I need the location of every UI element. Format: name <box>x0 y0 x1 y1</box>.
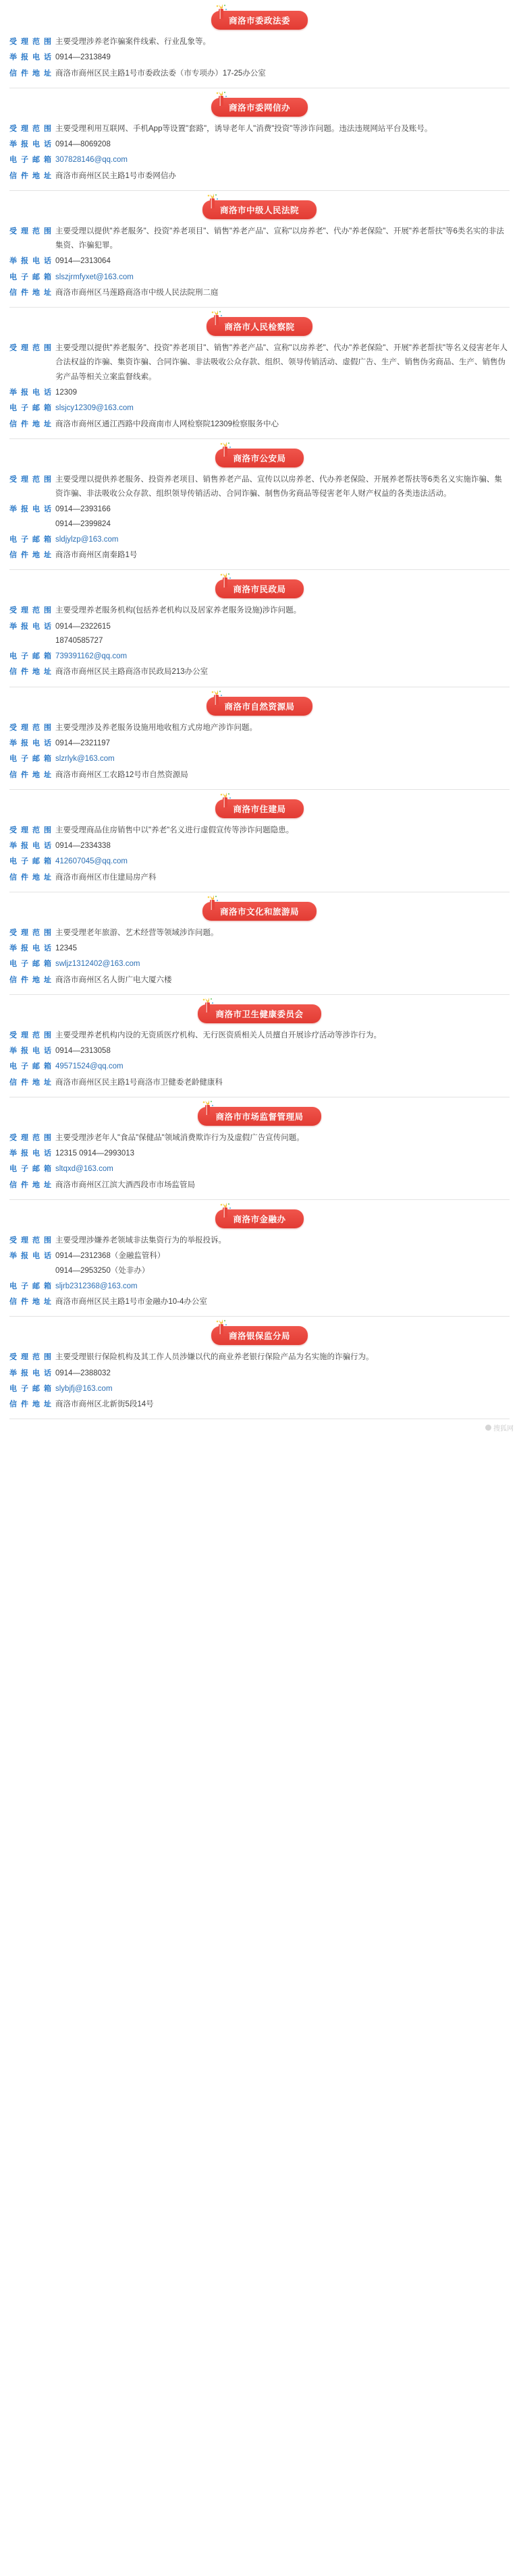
info-row <box>9 1382 510 1396</box>
agency-title-wrap <box>0 895 519 926</box>
info-row-label: 信件地址 <box>9 420 51 428</box>
info-row-value-line: slsjcy12309@163.com <box>55 404 134 413</box>
info-row-value-line: 0914—2388032 <box>55 1369 111 1377</box>
info-row-value <box>51 1280 510 1294</box>
agency-title-text: 商洛市金融办 <box>233 1215 286 1225</box>
info-row <box>9 1147 510 1161</box>
agency-rows <box>0 1234 519 1309</box>
info-row-value-line: swljz1312402@163.com <box>55 960 140 969</box>
info-row-value-line: 主要受理以提供"养老服务"、投资"养老项目"、销售"养老产品"、宣称"以房养老"、代办"养老保险"、开展"养老帮扶"等6类名实的非法集资、诈骗犯罪。 <box>55 227 504 250</box>
info-row <box>9 225 510 254</box>
agency-section <box>0 1203 519 1319</box>
info-row-label: 电子邮箱 <box>9 1165 51 1174</box>
firecracker-icon <box>204 894 221 912</box>
info-row <box>9 1162 510 1176</box>
info-row-label: 举报电话 <box>9 388 51 397</box>
agency-title-wrap <box>0 91 519 122</box>
info-row-label: 电子邮箱 <box>9 1062 51 1071</box>
info-row-value-line: 0914—2312368（金融监管科） <box>55 1252 165 1261</box>
agency-title-wrap <box>0 4 519 35</box>
watermark-logo-icon <box>485 1425 491 1431</box>
info-row <box>9 824 510 838</box>
info-row-value <box>51 1060 510 1074</box>
info-row-value <box>51 138 510 152</box>
agency-rows <box>0 473 519 563</box>
info-row-value-line: 12345 <box>55 944 77 953</box>
info-row-label: 信件地址 <box>9 171 51 180</box>
info-row-label: 电子邮箱 <box>9 404 51 413</box>
agency-title-text: 商洛市人民检察院 <box>224 322 295 333</box>
info-row <box>9 768 510 782</box>
info-row-label: 举报电话 <box>9 257 51 266</box>
info-row-value <box>51 153 510 167</box>
info-row <box>9 1367 510 1381</box>
agency-title-wrap <box>0 310 519 341</box>
agency-title-wrap <box>0 793 519 824</box>
info-row <box>9 386 510 400</box>
info-row <box>9 254 510 268</box>
info-row-value-line: 主要受理商品住房销售中以"养老"名义进行虚假宣传等涉诈问题隐患。 <box>55 826 294 834</box>
info-row-value-line: 主要受理以提供"养老服务"、投资"养老项目"、销售"养老产品"、宣称"以房养老"、代办"养老保险"、开展"养老帮扶"等名义侵害老年人合法权益的诈骗、集资诈骗、合同诈骗、非法吸收公众存款、组织、领导传销活动、虚假广告、生产、销售伪劣商品、生产、销售伪劣产品等相关立案监督线索。 <box>55 344 508 381</box>
info-row <box>9 1398 510 1412</box>
info-row <box>9 401 510 416</box>
agency-section <box>0 91 519 194</box>
info-row-value <box>51 169 510 183</box>
info-row-value-line: 商洛市商州区民主路1号市金融办10-4办公室 <box>55 1298 207 1307</box>
agency-title-wrap <box>0 1319 519 1350</box>
agency-title-badge <box>198 1107 321 1126</box>
info-row-label: 信件地址 <box>9 1180 51 1189</box>
info-row-value <box>51 225 510 254</box>
info-row-value-line: 0914—2393166 <box>55 505 111 514</box>
info-row-label: 受理范围 <box>9 928 51 937</box>
info-row-label: 信件地址 <box>9 551 51 560</box>
agency-rows <box>0 1131 519 1193</box>
info-row <box>9 503 510 532</box>
info-row-value <box>51 768 510 782</box>
info-row-value-line: 307828146@qq.com <box>55 156 128 165</box>
agency-title-text: 商洛银保监分局 <box>228 1332 290 1342</box>
info-row-value <box>51 1234 510 1248</box>
agency-title-badge <box>215 1209 303 1228</box>
info-row-label: 举报电话 <box>9 1369 51 1377</box>
section-divider <box>9 569 510 570</box>
info-row-value-line: 49571524@qq.com <box>55 1062 124 1071</box>
info-row-label: 举报电话 <box>9 505 51 514</box>
info-row-value-line: 主要受理涉养老诈骗案件线索、行业乱象等。 <box>55 38 211 46</box>
info-row-label: 受理范围 <box>9 344 51 353</box>
info-row-label: 举报电话 <box>9 1149 51 1158</box>
info-row-value <box>51 1178 510 1193</box>
info-row <box>9 533 510 547</box>
info-row-value <box>51 341 510 384</box>
info-row-value <box>51 1162 510 1176</box>
info-row-value-line: 12315 0914—2993013 <box>55 1149 135 1158</box>
info-row <box>9 1350 510 1365</box>
firecracker-icon <box>213 3 230 21</box>
info-row <box>9 1280 510 1294</box>
section-divider <box>9 1316 510 1317</box>
agency-rows <box>0 1350 519 1412</box>
info-row <box>9 1295 510 1309</box>
info-row-value <box>51 533 510 547</box>
info-row <box>9 270 510 285</box>
info-row-value <box>51 122 510 136</box>
info-row-label: 电子邮箱 <box>9 857 51 866</box>
info-row <box>9 665 510 679</box>
info-row-value <box>51 942 510 956</box>
agency-title-badge <box>207 697 312 716</box>
info-row-label: 受理范围 <box>9 38 51 46</box>
info-row <box>9 752 510 766</box>
info-row-value <box>51 254 510 268</box>
info-row-label: 电子邮箱 <box>9 960 51 969</box>
info-row-value-line: slzrlyk@163.com <box>55 755 115 764</box>
info-row-value <box>51 386 510 400</box>
agency-title-badge <box>211 98 308 117</box>
agency-title-text: 商洛市住建局 <box>233 804 286 814</box>
info-row-label: 信件地址 <box>9 1400 51 1409</box>
info-row-value <box>51 1076 510 1090</box>
info-row-value-line: 商洛市商州区市住建局房产科 <box>55 873 157 882</box>
info-row-value-line: 12309 <box>55 388 77 397</box>
agency-title-wrap <box>0 1203 519 1234</box>
info-row <box>9 604 510 618</box>
info-row-label: 电子邮箱 <box>9 755 51 764</box>
info-row-value-line: 商洛市商州区工农路12号市自然资源局 <box>55 770 188 779</box>
info-row-value-line: 主要受理老年旅游、艺术经营等领域涉诈问题。 <box>55 928 219 937</box>
info-row <box>9 153 510 167</box>
info-row-value-line: 主要受理养老机构内设的无资质医疗机构、无行医资质相关人员擅自开展诊疗活动等涉诈行为。 <box>55 1031 381 1039</box>
agency-rows <box>0 225 519 300</box>
agency-title-badge <box>215 449 303 467</box>
agency-rows <box>0 926 519 988</box>
info-row-value-line: sljrb2312368@163.com <box>55 1282 138 1290</box>
info-row-value-line: 商洛市商州区北新街5段14号 <box>55 1400 154 1409</box>
info-row-label: 电子邮箱 <box>9 1384 51 1393</box>
info-row-value-line: 商洛市商州区名人街广电大厦六楼 <box>55 975 172 984</box>
info-row <box>9 1131 510 1145</box>
info-row-value <box>51 1044 510 1058</box>
section-divider <box>9 190 510 191</box>
info-row-value <box>51 1295 510 1309</box>
info-row <box>9 67 510 81</box>
info-row-value-line: slszjrmfyxet@163.com <box>55 273 134 281</box>
agency-title-badge <box>207 317 312 336</box>
info-row-value <box>51 871 510 885</box>
info-row-label: 受理范围 <box>9 1031 51 1039</box>
agency-section <box>0 1100 519 1203</box>
info-row <box>9 169 510 183</box>
section-divider <box>9 994 510 995</box>
info-row-value-line: 商洛市商州区南秦路1号 <box>55 551 138 560</box>
info-row-value-line: 主要受理养老服务机构(包括养老机构以及居家养老服务设施)涉诈问题。 <box>55 606 302 615</box>
agency-title-badge <box>202 200 317 219</box>
agency-title-text: 商洛市自然资源局 <box>224 702 295 712</box>
info-row-value <box>51 286 510 300</box>
info-row-value <box>51 839 510 853</box>
agency-title-badge <box>202 902 317 921</box>
firecracker-icon <box>199 997 217 1014</box>
info-row <box>9 418 510 432</box>
info-row-value-line: 0914—2953250（处非办） <box>55 1266 150 1275</box>
info-row <box>9 620 510 649</box>
firecracker-icon <box>199 1099 217 1117</box>
agency-title-text: 商洛市市场监督管理局 <box>215 1112 304 1122</box>
agency-section <box>0 573 519 689</box>
info-row-value <box>51 665 510 679</box>
agency-title-wrap <box>0 1100 519 1131</box>
info-row-value <box>51 604 510 618</box>
agency-section <box>0 690 519 793</box>
info-row-value <box>51 35 510 49</box>
info-row <box>9 35 510 49</box>
info-row-value <box>51 721 510 735</box>
firecracker-icon <box>208 310 225 327</box>
info-row-value <box>51 548 510 563</box>
info-row-value <box>51 503 510 532</box>
agency-rows <box>0 341 519 432</box>
info-row-value-line: 739391162@qq.com <box>55 652 128 661</box>
info-row-value <box>51 824 510 838</box>
info-row-value-line: 18740585727 <box>55 636 103 645</box>
info-row-value-line: 主要受理利用互联网、手机App等设置"套路"，诱导老年人"消费"投资"等涉诈问题。违法违规网站平台及账号。 <box>55 124 433 133</box>
info-row <box>9 871 510 885</box>
info-row-value-line: 主要受理涉嫌养老领域非法集资行为的举报投诉。 <box>55 1236 226 1245</box>
info-row-label: 信件地址 <box>9 770 51 779</box>
firecracker-icon <box>204 193 221 210</box>
info-row <box>9 839 510 853</box>
info-row <box>9 737 510 751</box>
info-row-label: 受理范围 <box>9 227 51 235</box>
agency-title-text: 商洛市委政法委 <box>228 16 290 26</box>
info-row-value <box>51 1029 510 1043</box>
info-row-label: 举报电话 <box>9 739 51 747</box>
info-row-value-line: 主要受理涉老年人"食品"保健品"领域消费欺诈行为及虚假广告宣传问题。 <box>55 1133 304 1142</box>
info-row-value <box>51 650 510 664</box>
info-row-value <box>51 926 510 940</box>
info-row <box>9 341 510 384</box>
firecracker-icon <box>217 572 234 590</box>
info-row-value-line: 0914—2334338 <box>55 842 111 851</box>
info-row-value <box>51 1398 510 1412</box>
info-row-value <box>51 1367 510 1381</box>
agency-title-wrap <box>0 573 519 604</box>
info-row <box>9 1060 510 1074</box>
agency-title-wrap <box>0 690 519 721</box>
sections-list <box>0 4 519 1422</box>
info-row-label: 举报电话 <box>9 53 51 62</box>
info-row-value-line: 0914—2313849 <box>55 53 111 62</box>
info-row-value <box>51 957 510 971</box>
agency-rows <box>0 35 519 81</box>
agency-section <box>0 442 519 573</box>
info-row-label: 电子邮箱 <box>9 535 51 544</box>
firecracker-icon <box>213 1319 230 1336</box>
info-row <box>9 650 510 664</box>
info-row-value <box>51 1382 510 1396</box>
info-row <box>9 1076 510 1090</box>
agency-rows <box>0 604 519 679</box>
info-row-value-line: 412607045@qq.com <box>55 857 128 866</box>
firecracker-icon <box>208 689 225 707</box>
info-row-label: 受理范围 <box>9 1133 51 1142</box>
info-row-value <box>51 418 510 432</box>
info-row-label: 电子邮箱 <box>9 652 51 661</box>
agency-title-wrap <box>0 442 519 473</box>
info-row-label: 受理范围 <box>9 1353 51 1362</box>
info-row-value <box>51 620 510 649</box>
info-row-label: 受理范围 <box>9 606 51 615</box>
info-row-label: 举报电话 <box>9 1047 51 1056</box>
info-row-value <box>51 1249 510 1278</box>
info-row-label: 电子邮箱 <box>9 1282 51 1290</box>
info-row <box>9 548 510 563</box>
agency-section <box>0 310 519 442</box>
info-row-value-line: 0914—2399824 <box>55 519 111 528</box>
agency-title-badge <box>215 799 303 818</box>
info-row-value-line: 主要受理银行保险机构及其工作人员涉嫌以代的商业养老银行保险产品为名实施的诈骗行为。 <box>55 1353 374 1362</box>
info-row-value-line: sltqxd@163.com <box>55 1165 113 1174</box>
info-row <box>9 51 510 65</box>
info-row-value <box>51 737 510 751</box>
info-row-value <box>51 855 510 869</box>
agency-title-badge <box>215 579 303 598</box>
info-row-value-line: 商洛市商州区民主路1号市委政法委（市专项办）17-25办公室 <box>55 69 266 78</box>
agency-title-wrap <box>0 998 519 1029</box>
info-row-label: 举报电话 <box>9 622 51 631</box>
agency-rows <box>0 721 519 782</box>
info-row <box>9 957 510 971</box>
info-row-value-line: 0914—2322615 <box>55 622 111 631</box>
watermark-label: 搜狐网 <box>493 1425 514 1433</box>
agency-title-badge <box>211 11 308 30</box>
section-divider <box>9 1199 510 1200</box>
info-row <box>9 122 510 136</box>
section-divider <box>9 789 510 790</box>
info-row-value-line: 0914—2321197 <box>55 739 110 747</box>
agency-section <box>0 998 519 1100</box>
info-row-label: 信件地址 <box>9 288 51 297</box>
info-row-value-line: 0914—2313058 <box>55 1047 111 1056</box>
info-row-label: 电子邮箱 <box>9 156 51 165</box>
info-row <box>9 973 510 988</box>
agency-title-badge <box>211 1326 308 1345</box>
info-row-label: 受理范围 <box>9 723 51 732</box>
firecracker-icon <box>217 441 234 459</box>
info-row-label: 信件地址 <box>9 668 51 677</box>
info-row-value-line: 商洛市商州区民主路1号商洛市卫健委老龄健康科 <box>55 1078 223 1087</box>
info-row-value-line: 商洛市商州区江滨大酒西段市市场监管局 <box>55 1180 195 1189</box>
info-row <box>9 721 510 735</box>
info-row-label: 信件地址 <box>9 1298 51 1307</box>
info-row-label: 信件地址 <box>9 975 51 984</box>
info-row <box>9 138 510 152</box>
info-row-label: 举报电话 <box>9 1252 51 1261</box>
agency-title-badge <box>198 1004 321 1023</box>
section-divider <box>9 438 510 439</box>
info-row <box>9 1178 510 1193</box>
info-row-value <box>51 401 510 416</box>
info-row-label: 受理范围 <box>9 1236 51 1245</box>
info-row-value-line: slybjfj@163.com <box>55 1384 113 1393</box>
info-row-value <box>51 473 510 502</box>
info-row-value-line: 商洛市商州区马莲路商洛市中级人民法院刑二庭 <box>55 288 219 297</box>
watermark <box>485 1423 514 1433</box>
info-row-label: 受理范围 <box>9 124 51 133</box>
info-row <box>9 1234 510 1248</box>
agency-title-text: 商洛市委网信办 <box>228 103 290 113</box>
firecracker-icon <box>217 1202 234 1220</box>
agency-section <box>0 4 519 91</box>
info-row-label: 受理范围 <box>9 475 51 484</box>
agency-rows <box>0 1029 519 1090</box>
info-row <box>9 855 510 869</box>
info-row-value <box>51 1350 510 1365</box>
agency-title-wrap <box>0 194 519 225</box>
info-row-value <box>51 1131 510 1145</box>
agency-title-text: 商洛市公安局 <box>233 453 286 463</box>
info-row-value-line: 商洛市商州区民主路1号市委网信办 <box>55 171 176 180</box>
agency-section <box>0 895 519 998</box>
info-row <box>9 926 510 940</box>
agency-section <box>0 793 519 895</box>
info-row-value-line: 商洛市商州区民主路商洛市民政局213办公室 <box>55 668 209 677</box>
agency-title-text: 商洛市卫生健康委员会 <box>215 1009 304 1019</box>
info-row <box>9 1029 510 1043</box>
info-row-value <box>51 51 510 65</box>
info-row <box>9 942 510 956</box>
info-row-label: 举报电话 <box>9 842 51 851</box>
info-row <box>9 286 510 300</box>
firecracker-icon <box>213 90 230 108</box>
agency-section <box>0 1319 519 1422</box>
info-row <box>9 1044 510 1058</box>
firecracker-icon <box>217 792 234 809</box>
info-row-value <box>51 752 510 766</box>
info-row-label: 举报电话 <box>9 140 51 149</box>
agency-section <box>0 194 519 310</box>
info-row-label: 电子邮箱 <box>9 273 51 281</box>
info-row-value <box>51 973 510 988</box>
agency-title-text: 商洛市文化和旅游局 <box>219 907 299 917</box>
info-row-label: 举报电话 <box>9 944 51 953</box>
info-row <box>9 473 510 502</box>
info-row-label: 受理范围 <box>9 826 51 834</box>
info-row-value-line: 商洛市商州区通江西路中段商南市人网检察院12309检察服务中心 <box>55 420 279 428</box>
section-divider <box>9 307 510 308</box>
info-row-value-line: 0914—8069208 <box>55 140 111 149</box>
agency-rows <box>0 824 519 885</box>
info-row-value <box>51 1147 510 1161</box>
info-row-value <box>51 270 510 285</box>
agency-title-text: 商洛市中级人民法院 <box>219 205 299 215</box>
info-row-value-line: 主要受理以提供养老服务、投资养老项目、销售养老产品、宣传以以房养老、代办养老保险、开展养老帮扶等6类名义实施诈骗、集资诈骗、非法吸收公众存款、组织领导传销活动、合同诈骗、制售伪劣商品等侵害老年人财产权益的各类违法活动。 <box>55 475 502 498</box>
agency-title-text: 商洛市民政局 <box>233 585 286 595</box>
info-row-label: 信件地址 <box>9 1078 51 1087</box>
info-row-label: 信件地址 <box>9 69 51 78</box>
info-row-value-line: sldjylzp@163.com <box>55 535 119 544</box>
info-row-value-line: 主要受理涉及养老服务设施用地收租方式房地产涉诈问题。 <box>55 723 257 732</box>
info-row-label: 信件地址 <box>9 873 51 882</box>
info-row-value-line: 0914—2313064 <box>55 257 111 266</box>
agency-rows <box>0 122 519 183</box>
info-row-value <box>51 67 510 81</box>
info-row <box>9 1249 510 1278</box>
